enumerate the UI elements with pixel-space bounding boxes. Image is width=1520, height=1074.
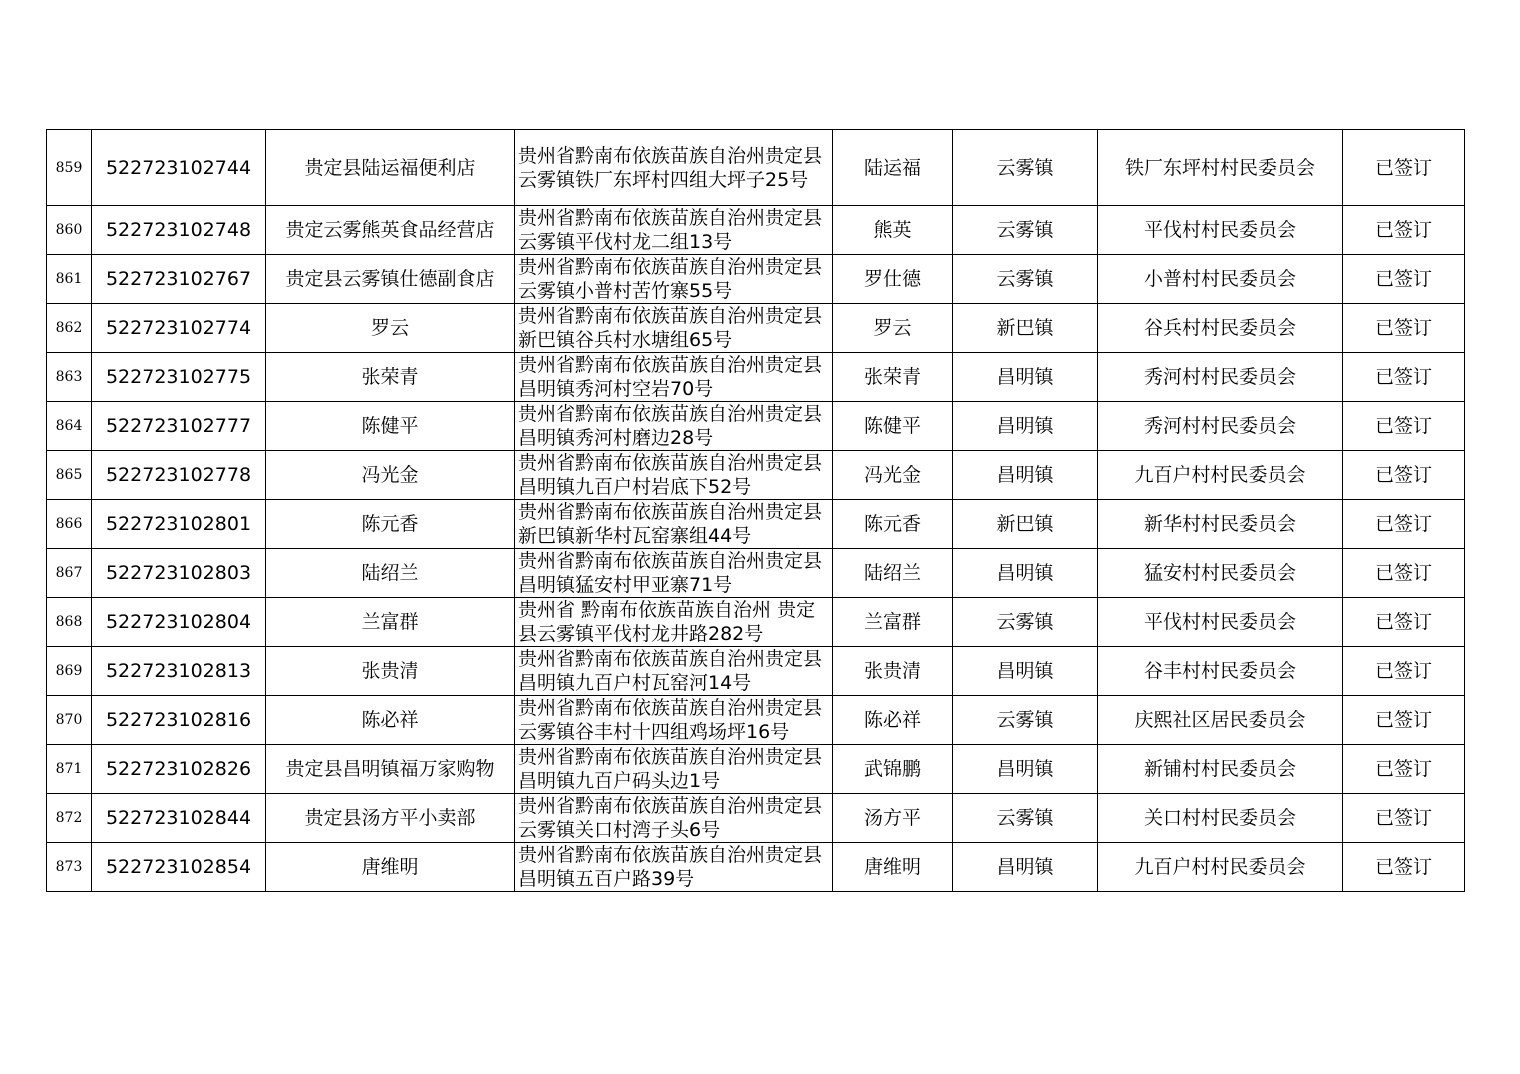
cell-person: 陈必祥	[833, 696, 953, 745]
cell-store-name: 冯光金	[266, 451, 515, 500]
cell-code: 522723102803	[92, 549, 266, 598]
cell-store-name: 罗云	[266, 304, 515, 353]
cell-address: 贵州省黔南布依族苗族自治州贵定县昌明镇九百户码头边1号	[515, 745, 833, 794]
cell-status: 已签订	[1343, 696, 1465, 745]
cell-person: 陆绍兰	[833, 549, 953, 598]
cell-status: 已签订	[1343, 549, 1465, 598]
table-row	[47, 353, 1465, 402]
cell-address: 贵州省黔南布依族苗族自治州贵定县云雾镇小普村苦竹寨55号	[515, 255, 833, 304]
cell-store-name: 陈元香	[266, 500, 515, 549]
cell-store-name: 唐维明	[266, 843, 515, 892]
cell-town: 昌明镇	[953, 745, 1098, 794]
cell-person: 罗云	[833, 304, 953, 353]
cell-store-name: 贵定县昌明镇福万家购物	[266, 745, 515, 794]
cell-person: 张荣青	[833, 353, 953, 402]
cell-code: 522723102775	[92, 353, 266, 402]
cell-town: 新巴镇	[953, 304, 1098, 353]
cell-status: 已签订	[1343, 794, 1465, 843]
cell-seq: 863	[47, 353, 92, 402]
cell-store-name: 陆绍兰	[266, 549, 515, 598]
cell-person: 唐维明	[833, 843, 953, 892]
cell-town: 昌明镇	[953, 402, 1098, 451]
cell-address: 贵州省黔南布依族苗族自治州贵定县昌明镇五百户路39号	[515, 843, 833, 892]
cell-address: 贵州省黔南布依族苗族自治州贵定县云雾镇谷丰村十四组鸡场坪16号	[515, 696, 833, 745]
cell-store-name: 贵定云雾熊英食品经营店	[266, 206, 515, 255]
cell-person: 陆运福	[833, 130, 953, 206]
table-row	[47, 255, 1465, 304]
cell-status: 已签订	[1343, 255, 1465, 304]
table-row	[47, 500, 1465, 549]
cell-committee: 秀河村村民委员会	[1098, 402, 1343, 451]
cell-code: 522723102844	[92, 794, 266, 843]
cell-committee: 铁厂东坪村村民委员会	[1098, 130, 1343, 206]
table-row	[47, 647, 1465, 696]
cell-address: 贵州省黔南布依族苗族自治州贵定县新巴镇新华村瓦窑寨组44号	[515, 500, 833, 549]
cell-status: 已签订	[1343, 304, 1465, 353]
cell-code: 522723102816	[92, 696, 266, 745]
cell-address: 贵州省黔南布依族苗族自治州贵定县昌明镇猛安村甲亚寨71号	[515, 549, 833, 598]
cell-code: 522723102854	[92, 843, 266, 892]
cell-town: 昌明镇	[953, 549, 1098, 598]
cell-store-name: 陈必祥	[266, 696, 515, 745]
cell-committee: 谷兵村村民委员会	[1098, 304, 1343, 353]
cell-seq: 864	[47, 402, 92, 451]
cell-code: 522723102774	[92, 304, 266, 353]
cell-store-name: 贵定县陆运福便利店	[266, 130, 515, 206]
cell-store-name: 贵定县云雾镇仕德副食店	[266, 255, 515, 304]
cell-person: 汤方平	[833, 794, 953, 843]
cell-person: 陈元香	[833, 500, 953, 549]
table-row	[47, 304, 1465, 353]
cell-committee: 谷丰村村民委员会	[1098, 647, 1343, 696]
cell-committee: 小普村村民委员会	[1098, 255, 1343, 304]
cell-seq: 860	[47, 206, 92, 255]
cell-committee: 新华村村民委员会	[1098, 500, 1343, 549]
cell-committee: 平伐村村民委员会	[1098, 206, 1343, 255]
cell-town: 昌明镇	[953, 647, 1098, 696]
cell-committee: 庆熙社区居民委员会	[1098, 696, 1343, 745]
cell-seq: 873	[47, 843, 92, 892]
cell-status: 已签订	[1343, 353, 1465, 402]
cell-seq: 871	[47, 745, 92, 794]
cell-code: 522723102813	[92, 647, 266, 696]
cell-person: 陈健平	[833, 402, 953, 451]
cell-person: 兰富群	[833, 598, 953, 647]
cell-person: 武锦鹏	[833, 745, 953, 794]
cell-code: 522723102777	[92, 402, 266, 451]
cell-town: 云雾镇	[953, 696, 1098, 745]
cell-committee: 猛安村村民委员会	[1098, 549, 1343, 598]
cell-address: 贵州省黔南布依族苗族自治州贵定县昌明镇九百户村岩底下52号	[515, 451, 833, 500]
cell-person: 熊英	[833, 206, 953, 255]
table-row	[47, 206, 1465, 255]
cell-seq: 865	[47, 451, 92, 500]
cell-status: 已签订	[1343, 206, 1465, 255]
cell-code: 522723102748	[92, 206, 266, 255]
cell-committee: 新铺村村民委员会	[1098, 745, 1343, 794]
cell-address: 贵州省黔南布依族苗族自治州贵定县昌明镇九百户村瓦窑河14号	[515, 647, 833, 696]
cell-code: 522723102744	[92, 130, 266, 206]
cell-town: 云雾镇	[953, 255, 1098, 304]
cell-code: 522723102801	[92, 500, 266, 549]
cell-address: 贵州省黔南布依族苗族自治州贵定县云雾镇铁厂东坪村四组大坪子25号	[515, 130, 833, 206]
table-row	[47, 843, 1465, 892]
cell-person: 罗仕德	[833, 255, 953, 304]
cell-seq: 859	[47, 130, 92, 206]
cell-town: 昌明镇	[953, 353, 1098, 402]
cell-town: 新巴镇	[953, 500, 1098, 549]
cell-status: 已签订	[1343, 598, 1465, 647]
cell-committee: 平伐村村民委员会	[1098, 598, 1343, 647]
cell-town: 云雾镇	[953, 794, 1098, 843]
cell-code: 522723102778	[92, 451, 266, 500]
cell-address: 贵州省黔南布依族苗族自治州贵定县云雾镇平伐村龙二组13号	[515, 206, 833, 255]
table-row	[47, 549, 1465, 598]
cell-seq: 869	[47, 647, 92, 696]
cell-status: 已签订	[1343, 500, 1465, 549]
cell-store-name: 陈健平	[266, 402, 515, 451]
table-row	[47, 402, 1465, 451]
table-row	[47, 794, 1465, 843]
cell-status: 已签订	[1343, 402, 1465, 451]
cell-code: 522723102826	[92, 745, 266, 794]
cell-seq: 866	[47, 500, 92, 549]
cell-store-name: 张贵清	[266, 647, 515, 696]
cell-town: 云雾镇	[953, 130, 1098, 206]
cell-store-name: 贵定县汤方平小卖部	[266, 794, 515, 843]
cell-seq: 868	[47, 598, 92, 647]
cell-committee: 秀河村村民委员会	[1098, 353, 1343, 402]
cell-town: 昌明镇	[953, 451, 1098, 500]
cell-person: 张贵清	[833, 647, 953, 696]
cell-seq: 867	[47, 549, 92, 598]
cell-seq: 872	[47, 794, 92, 843]
table-row	[47, 451, 1465, 500]
license-table	[46, 129, 1465, 892]
cell-address: 贵州省黔南布依族苗族自治州贵定县云雾镇关口村湾子头6号	[515, 794, 833, 843]
cell-seq: 862	[47, 304, 92, 353]
cell-address: 贵州省黔南布依族苗族自治州贵定县昌明镇秀河村空岩70号	[515, 353, 833, 402]
cell-address: 贵州省 黔南布依族苗族自治州 贵定县云雾镇平伐村龙井路282号	[515, 598, 833, 647]
cell-committee: 关口村村民委员会	[1098, 794, 1343, 843]
table-row	[47, 598, 1465, 647]
cell-code: 522723102804	[92, 598, 266, 647]
cell-committee: 九百户村村民委员会	[1098, 843, 1343, 892]
cell-store-name: 兰富群	[266, 598, 515, 647]
cell-store-name: 张荣青	[266, 353, 515, 402]
cell-address: 贵州省黔南布依族苗族自治州贵定县昌明镇秀河村磨边28号	[515, 402, 833, 451]
cell-status: 已签订	[1343, 130, 1465, 206]
cell-town: 昌明镇	[953, 843, 1098, 892]
cell-address: 贵州省黔南布依族苗族自治州贵定县新巴镇谷兵村水塘组65号	[515, 304, 833, 353]
cell-town: 云雾镇	[953, 598, 1098, 647]
cell-code: 522723102767	[92, 255, 266, 304]
cell-seq: 870	[47, 696, 92, 745]
cell-seq: 861	[47, 255, 92, 304]
table-row	[47, 745, 1465, 794]
cell-status: 已签订	[1343, 451, 1465, 500]
cell-status: 已签订	[1343, 843, 1465, 892]
cell-committee: 九百户村村民委员会	[1098, 451, 1343, 500]
table-row	[47, 696, 1465, 745]
cell-person: 冯光金	[833, 451, 953, 500]
cell-status: 已签订	[1343, 647, 1465, 696]
table-row	[47, 130, 1465, 206]
cell-status: 已签订	[1343, 745, 1465, 794]
cell-town: 云雾镇	[953, 206, 1098, 255]
